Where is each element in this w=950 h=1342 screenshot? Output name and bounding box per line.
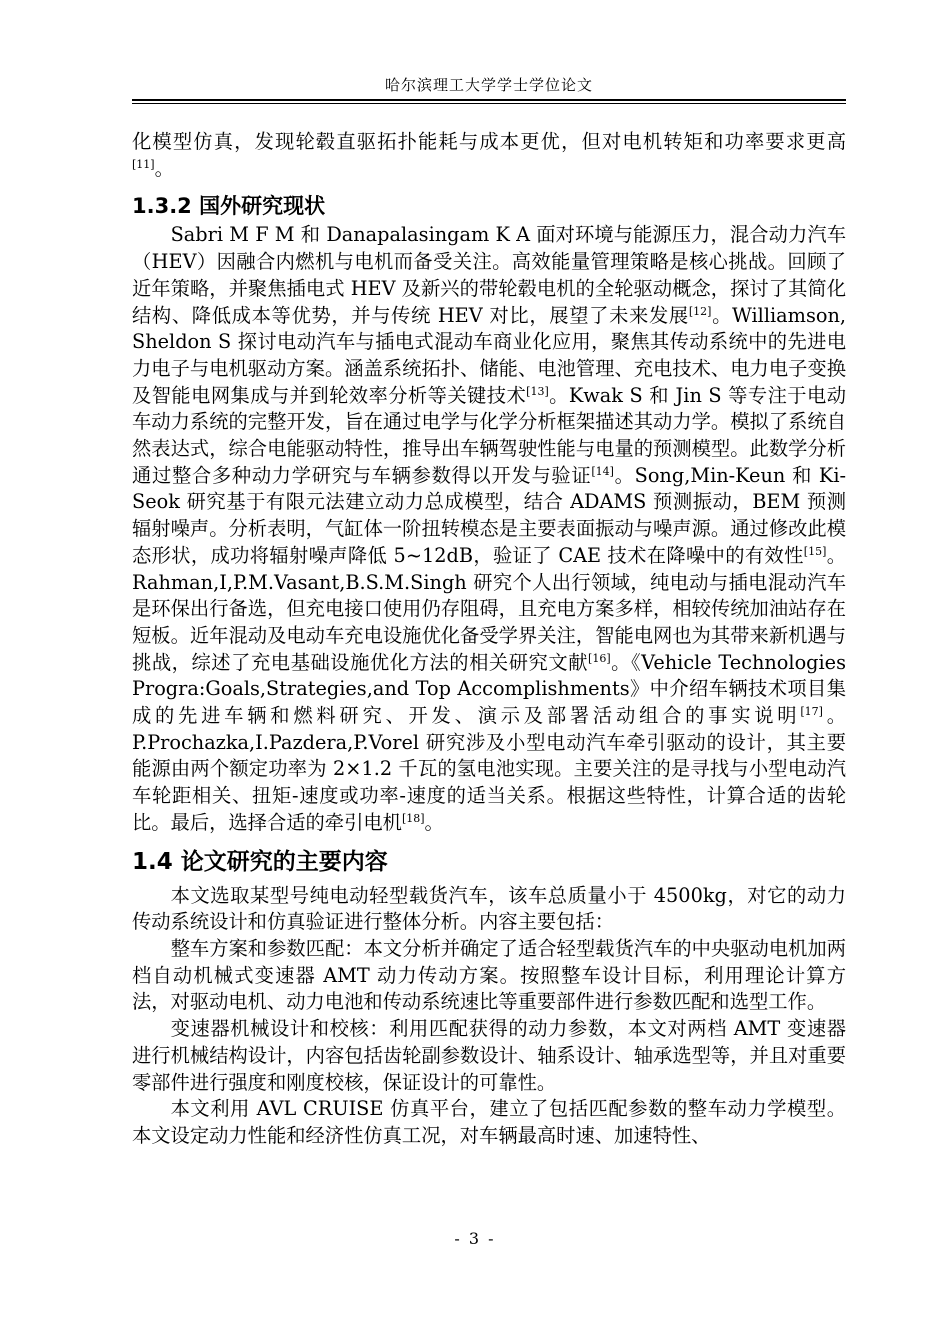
section-heading-1-3-2: 1.3.2 国外研究现状 [132,194,326,219]
citation-14: [14] [591,464,614,478]
paragraph-simulation: 本文利用 AVL CRUISE 仿真平台，建立了包括匹配参数的整车动力学模型。本文设定动力性能和经济性仿真工况，对车辆最高时速、加速特性、 [132,1097,846,1147]
section-heading-1-4: 1.4 论文研究的主要内容 [132,848,388,875]
running-header: 哈尔滨理工大学学士学位论文 [384,76,593,94]
header-rule-thin [132,103,846,104]
paragraph-intro: 本文选取某型号纯电动轻型载货汽车，该车总质量小于 4500kg，对它的动力传动系统设计和仿真验证进行整体分析。内容主要包括： [132,883,846,934]
paragraph-continuation: 化模型仿真，发现轮毂直驱拓扑能耗与成本更优，但对电机转矩和功率要求更高[11]。 [132,130,846,180]
citation-17: [17] [800,705,823,719]
citation-18: [18] [401,811,425,825]
paragraph-foreign-research: Sabri M F M 和 Danapalasingam K A 面对环境与能源压力，混合动力汽车（HEV）因融合内燃机与电机而备受关注。高效能量管理策略是核心挑战。回顾了近年策略，并聚焦插电式 HEV 及新兴的带轮毂电机的全轮驱动概念，探讨了其简化结构、降低成本等优势，并与传统 HEV 对比，展望了未来发展[12]。Williamson, Sheldon S 探讨电动汽车与插电式混动车商业化应用，聚焦其传动系统中的先进电力电子与电机驱动方案。涵盖系统拓扑、储能、电池管理、充电技术、电力电子变换及智能电网集成与并到轮效率分析等关键技术[13]。Kwak S 和 Jin S 等专注于电动车动力系统的完整开发，旨在通过电学与化学分析框架描述其动力学。模拟了系统自然表达式，综合电能驱动特性，推导出车辆驾驶性能与电量的预测模型。此数学分析通过整合多种动力学研究与车辆参数得以开发与验证[14]。Song,Min-Keun 和 Ki-Seok 研究基于有限元法建立动力总成模型，结合 ADAMS 预测振动，BEM 预测辐射噪声。分析表明，气缸体一阶扭转模态是主要表面振动与噪声源。通过修改此模态形状，成功将辐射噪声降低 5~12dB，验证了 CAE 技术在降噪中的有效性[15]。Rahman,I,P.M.Vasant,B.S.M.Singh 研究个人出行领域，纯电动与插电混动汽车是环保出行备选，但充电接口使用仍存阻碍，且充电方案多样，相较传统加油站存在短板。近年混动及电动车充电设施优化备受学界关注，智能电网也为其带来新机遇与挑战，综述了充电基础设施优化方法的相关研究文献[16]。《Vehicle Technologies Progra:Goals,Strategies,and Top Accomplishments》中介绍车辆技术项目集成的先进车辆和燃料研究、开发、演示及部署活动组合的事实说明[17]。P.Prochazka,I.Pazdera,P.Vorel 研究涉及小型电动汽车牵引驱动的设计，其主要能源由两个额定功率为 2×1.2 千瓦的氢电池实现。主要关注的是寻找与小型电动汽车轮距相关、扭矩-速度或功率-速度的适当关系。根据这些特性，计算合适的齿轮比。最后，选择合适的牵引电机[18]。 [132,223,847,834]
citation-15: [15] [803,544,827,558]
page-number: - 3 - [454,1229,496,1248]
citation-12: [12] [688,304,712,318]
citation-16: [16] [588,651,611,665]
citation-13: [13] [526,384,549,398]
paragraph-vehicle-scheme: 整车方案和参数匹配：本文分析并确定了适合轻型载货汽车的中央驱动电机加两档自动机械式变速器 AMT 动力传动方案。按照整车设计目标，利用理论计算方法，对驱动电机、动力电池和传动系统速比等重要部件进行参数匹配和选型工作。 [132,936,846,1014]
body-text [132,129,846,1150]
citation-11: [11] [132,157,155,171]
paragraph-transmission-design: 变速器机械设计和校核：利用匹配获得的动力参数，本文对两档 AMT 变速器进行机械结构设计，内容包括齿轮副参数设计、轴系设计、轴承选型等，并且对重要零部件进行强度和刚度校核，保证设计的可靠性。 [132,1017,846,1094]
header-rule-thick [132,99,846,101]
